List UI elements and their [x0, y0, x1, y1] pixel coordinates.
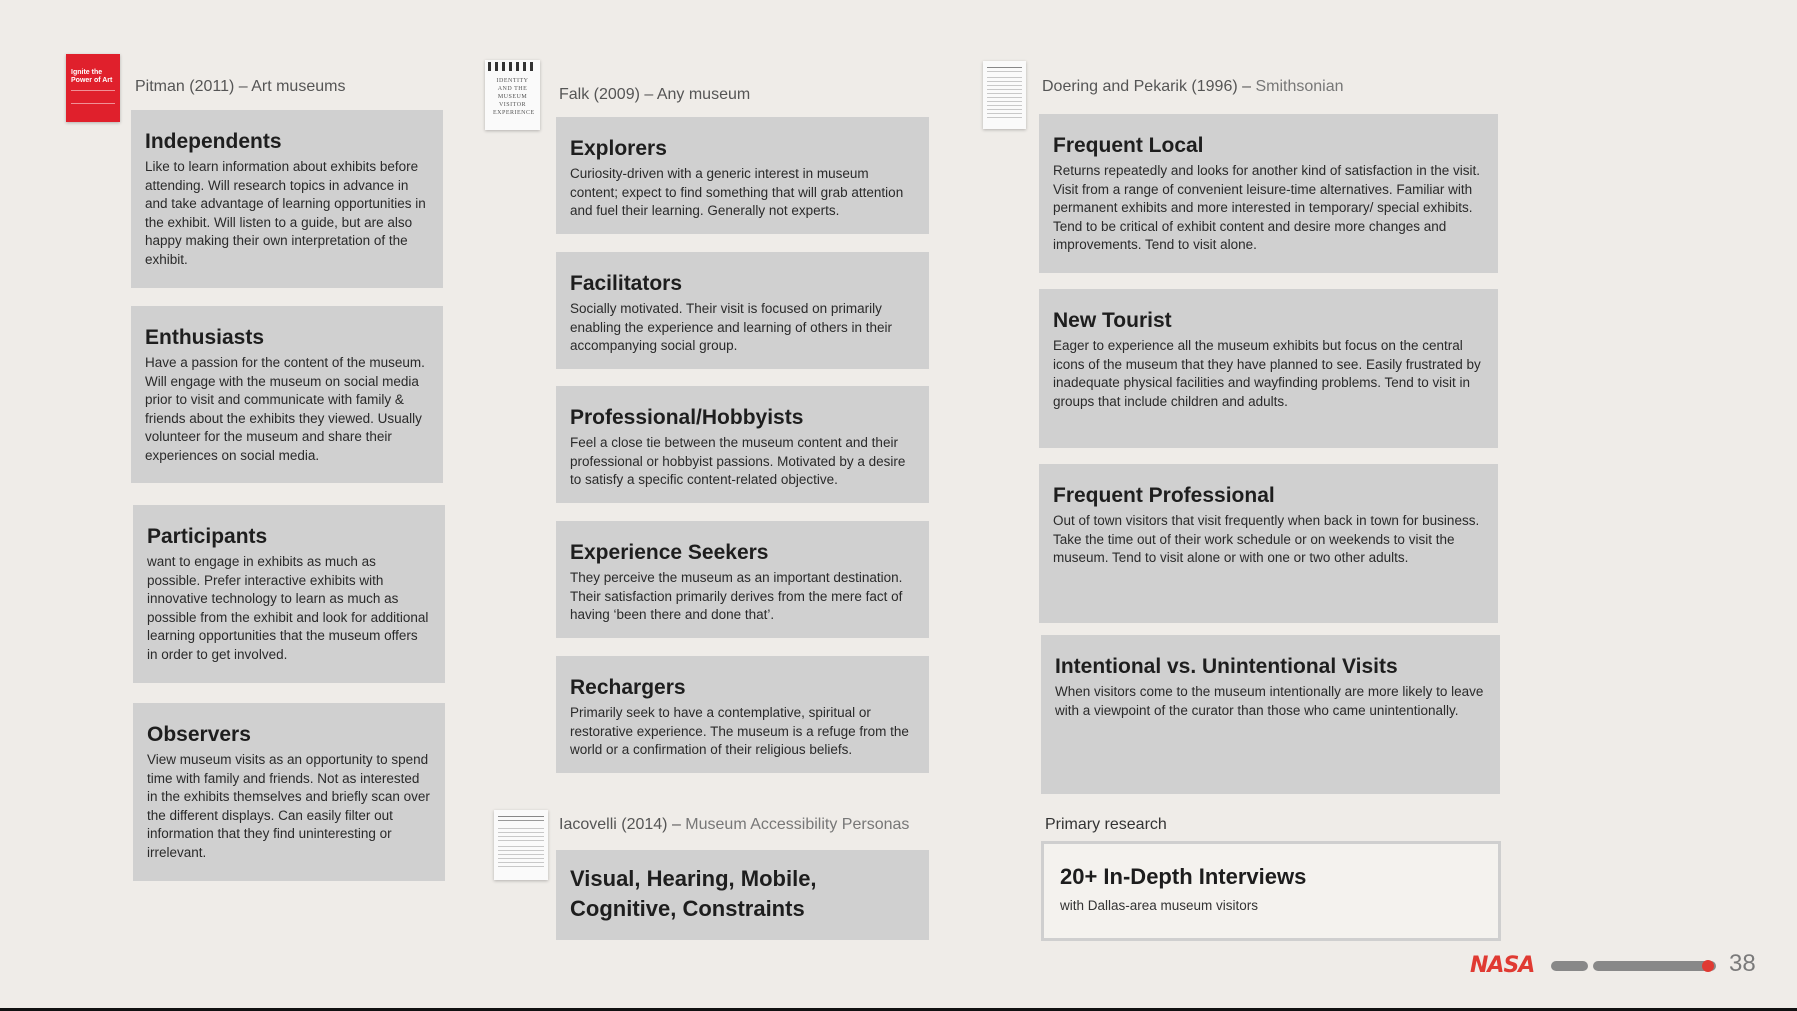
persona-description: Have a passion for the content of the museum. Will engage with the museum on social media prior to visit and communicate with family & friends about the exhibits they viewed. Usually volunteer for the museum and share their experiences on social media. [145, 355, 425, 464]
cover-figures [488, 62, 537, 71]
falk-source-main: Falk (2009) – Any museum [559, 86, 751, 103]
doering-paper-thumbnail [983, 61, 1026, 129]
pitman-cover-title-2: Power of Art [71, 77, 113, 84]
persona-title: Explorers [570, 137, 667, 160]
persona-title: Facilitators [570, 272, 683, 295]
persona-card-observers [133, 703, 445, 881]
primary-research-main: Primary research [1045, 816, 1167, 833]
persona-description: Socially motivated. Their visit is focused on primarily enabling the experience and learning of others in their accompanying social group. [570, 301, 892, 354]
doering-source-sub: Smithsonian [1255, 78, 1344, 95]
progress-track [1593, 961, 1716, 971]
falk-source-label [559, 86, 750, 104]
persona-description: Out of town visitors that visit frequently when back in town for business. Take the time out of their work schedule or on weekends to visit the museum. Tend to visit alone or with one or two other adults. [1053, 513, 1480, 566]
persona-title: New Tourist [1053, 309, 1172, 332]
persona-card-professional-hobbyists [556, 386, 929, 503]
persona-card-frequent-local [1039, 114, 1498, 273]
persona-title: Intentional vs. Unintentional Visits [1055, 655, 1398, 678]
persona-card-rechargers [556, 656, 929, 773]
persona-card-participants [133, 505, 445, 683]
falk-book-cover [485, 60, 540, 130]
persona-card-independents [131, 110, 443, 288]
pitman-source-main: Pitman (2011) – Art museums [135, 78, 346, 95]
persona-description: want to engage in exhibits as much as possible. Prefer interactive exhibits with innovative technology to learn as much as possible from the exhibit and look for additional learning opportunities that the museum offers in order to get involved. [147, 554, 429, 663]
persona-title: Professional/Hobbyists [570, 406, 804, 429]
persona-description: They perceive the museum as an important destination. Their satisfaction primarily derives from the mere fact of having ‘been there and done that’. [570, 570, 903, 623]
persona-card-explorers [556, 117, 929, 234]
persona-card-experience-seekers [556, 521, 929, 638]
persona-description: View museum visits as an opportunity to spend time with family and friends. Not as interested in the exhibits themselves and briefly scan over the different displays. Can easily filter out information that they find uninteresting or irrelevant. [147, 752, 430, 861]
persona-title: Experience Seekers [570, 541, 769, 564]
persona-description: Eager to experience all the museum exhibits but focus on the central icons of the museum that they have planned to see. Easily frustrated by inadequate physical facilities and wayfinding problems. Tend to visit in groups that include children and adults. [1053, 338, 1481, 409]
persona-card-new-tourist [1039, 289, 1498, 448]
persona-description: When visitors come to the museum intentionally are more likely to leave with a viewpoint of the curator than those who came unintentionally. [1055, 684, 1484, 718]
persona-card-enthusiasts [131, 306, 443, 483]
doering-source-main: Doering and Pekarik (1996) – [1042, 78, 1256, 95]
persona-title: Frequent Local [1053, 134, 1204, 157]
persona-title: Frequent Professional [1053, 484, 1275, 507]
persona-title: Participants [147, 525, 268, 548]
cover-text-lines [71, 90, 115, 104]
pitman-source-label [135, 78, 345, 96]
progress-bar [1551, 961, 1716, 971]
primary-research-box [1041, 841, 1501, 941]
primary-research-title: 20+ In-Depth Interviews [1060, 864, 1307, 889]
persona-title: Observers [147, 723, 251, 746]
persona-card-facilitators [556, 252, 929, 369]
persona-description: Returns repeatedly and looks for another kind of satisfaction in the visit. Visit from a range of convenient leisure-time alternatives. Familiar with permanent exhibits and more interested in temporary/ special exhibits. Tend to be critical of exhibit content and desire more changes and improvements. Tend to visit alone. [1053, 163, 1480, 253]
pitman-book-cover [66, 54, 120, 122]
persona-description: Like to learn information about exhibits before attending. Will research topics in advance in and take advantage of learning opportunities in the exhibit. Will listen to a guide, but are also happy making their own interpretation of the exhibit. [145, 159, 426, 268]
persona-description: Primarily seek to have a contemplative, spiritual or restorative experience. The museum is a refuge from the world or a confirmation of their religious beliefs. [570, 705, 909, 758]
progress-track-start [1551, 961, 1588, 971]
persona-description: Curiosity-driven with a generic interest in museum content; expect to find something that will grab attention and fuel their learning. Generally not experts. [570, 166, 904, 219]
persona-title: Enthusiasts [145, 326, 265, 349]
nasa-logo: NASA [1470, 953, 1535, 978]
iacovelli-source-main: Iacovelli (2014) – [559, 816, 686, 833]
persona-description: Feel a close tie between the museum content and their professional or hobbyist passions. Motivated by a desire to satisfy a specific content-related objective. [570, 435, 906, 488]
iacovelli-paper-thumbnail [494, 810, 548, 880]
persona-title: Visual, Hearing, Mobile, Cognitive, Constraints [570, 866, 817, 921]
iacovelli-source-label [559, 816, 909, 834]
persona-card-accessibility [556, 850, 929, 940]
primary-research-description: with Dallas-area museum visitors [1060, 898, 1259, 913]
progress-indicator [1702, 960, 1714, 972]
page-number: 38 [1729, 950, 1756, 977]
persona-title: Independents [145, 130, 282, 153]
persona-card-intentional-visits [1041, 635, 1500, 794]
pitman-cover-title-1: Ignite the [71, 69, 103, 76]
primary-research-label [1045, 816, 1167, 834]
falk-cover-title: IDENTITY AND THE MUSEUM VISITOR EXPERIENCE [493, 78, 535, 116]
iacovelli-source-sub: Museum Accessibility Personas [685, 816, 910, 833]
doering-source-label [1042, 78, 1344, 96]
persona-title: Rechargers [570, 676, 686, 699]
persona-card-frequent-professional [1039, 464, 1498, 623]
